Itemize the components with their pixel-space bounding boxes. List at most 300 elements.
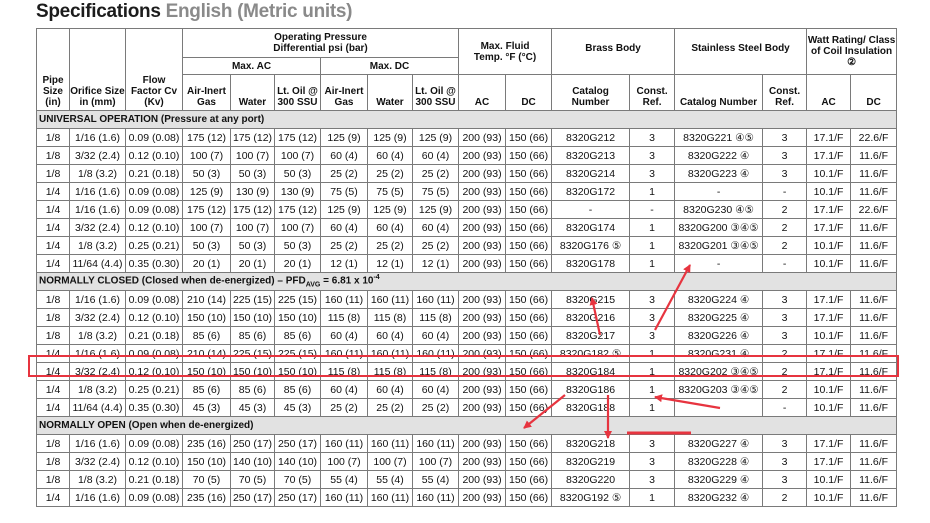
section-title-text: UNIVERSAL OPERATION (Pressure at any port): [39, 114, 265, 125]
cell-ac-oil: 100 (7): [275, 219, 321, 237]
cell-orifice-size: 11/64 (4.4): [70, 399, 126, 417]
cell-brass-const: 3: [630, 453, 675, 471]
header-ac-oil: Lt. Oil @ 300 SSU: [275, 75, 321, 111]
cell-flow-factor: 0.35 (0.30): [126, 399, 183, 417]
cell-dc-oil: 100 (7): [413, 453, 459, 471]
cell-ss-const: 3: [763, 471, 807, 489]
cell-ss-catalog: 8320G200 ③④⑤: [675, 219, 763, 237]
cell-ss-const: 3: [763, 165, 807, 183]
section-title: [37, 273, 897, 291]
cell-orifice-size: 1/8 (3.2): [70, 327, 126, 345]
cell-brass-catalog: 8320G218: [552, 435, 630, 453]
cell-dc-oil: 115 (8): [413, 309, 459, 327]
cell-ac-air: 235 (16): [183, 435, 231, 453]
header-operating-pressure: [183, 29, 459, 58]
cell-dc-oil: 160 (11): [413, 291, 459, 309]
cell-dc-oil: 125 (9): [413, 201, 459, 219]
cell-watt-dc: 11.6/F: [851, 219, 897, 237]
cell-brass-catalog: 8320G212: [552, 129, 630, 147]
cell-dc-air: 160 (11): [321, 291, 368, 309]
cell-flow-factor: 0.12 (0.10): [126, 453, 183, 471]
cell-dc-oil: 60 (4): [413, 219, 459, 237]
cell-watt-ac: 10.1/F: [807, 183, 851, 201]
cell-watt-dc: 11.6/F: [851, 381, 897, 399]
cell-temp-ac: 200 (93): [459, 489, 506, 507]
cell-watt-dc: 22.6/F: [851, 129, 897, 147]
cell-pipe-size: 1/8: [37, 471, 70, 489]
cell-dc-water: 55 (4): [368, 471, 413, 489]
cell-ss-const: -: [763, 183, 807, 201]
cell-brass-const: 1: [630, 363, 675, 381]
cell-flow-factor: 0.12 (0.10): [126, 147, 183, 165]
cell-ac-air: 125 (9): [183, 183, 231, 201]
cell-dc-water: 25 (2): [368, 399, 413, 417]
cell-watt-ac: 10.1/F: [807, 165, 851, 183]
header-temp-dc: DC: [506, 75, 552, 111]
cell-flow-factor: 0.25 (0.21): [126, 381, 183, 399]
title-main: Specifications: [36, 1, 161, 22]
cell-ss-const: 3: [763, 435, 807, 453]
header-temp-line1: Max. Fluid: [480, 40, 530, 52]
cell-dc-water: 115 (8): [368, 309, 413, 327]
cell-pipe-size: 1/8: [37, 165, 70, 183]
cell-dc-air: 55 (4): [321, 471, 368, 489]
cell-dc-air: 125 (9): [321, 201, 368, 219]
cell-orifice-size: 1/16 (1.6): [70, 435, 126, 453]
section-header: [37, 273, 897, 291]
cell-ss-catalog: 8320G225 ④: [675, 309, 763, 327]
cell-ss-const: -: [763, 255, 807, 273]
cell-watt-dc: 11.6/F: [851, 399, 897, 417]
cell-orifice-size: 1/8 (3.2): [70, 237, 126, 255]
header-max-ac: Max. AC: [183, 58, 321, 75]
cell-ac-air: 175 (12): [183, 129, 231, 147]
cell-watt-dc: 11.6/F: [851, 363, 897, 381]
cell-ac-air: 50 (3): [183, 237, 231, 255]
cell-dc-air: 115 (8): [321, 309, 368, 327]
cell-ac-air: 100 (7): [183, 147, 231, 165]
cell-watt-dc: 11.6/F: [851, 309, 897, 327]
cell-watt-dc: 22.6/F: [851, 201, 897, 219]
table-row: [37, 201, 897, 219]
table-row: [37, 165, 897, 183]
cell-pipe-size: 1/8: [37, 435, 70, 453]
cell-watt-ac: 10.1/F: [807, 327, 851, 345]
cell-watt-ac: 10.1/F: [807, 237, 851, 255]
cell-dc-water: 25 (2): [368, 165, 413, 183]
cell-pipe-size: 1/8: [37, 129, 70, 147]
cell-watt-ac: 17.1/F: [807, 219, 851, 237]
cell-temp-ac: 200 (93): [459, 435, 506, 453]
cell-watt-dc: 11.6/F: [851, 255, 897, 273]
cell-flow-factor: 0.12 (0.10): [126, 309, 183, 327]
cell-brass-catalog: 8320G214: [552, 165, 630, 183]
cell-ac-water: 225 (15): [231, 291, 275, 309]
cell-ss-catalog: 8320G229 ④: [675, 471, 763, 489]
cell-temp-dc: 150 (66): [506, 381, 552, 399]
cell-ac-oil: 85 (6): [275, 327, 321, 345]
table-row: [37, 183, 897, 201]
cell-brass-const: 3: [630, 291, 675, 309]
cell-ac-air: 210 (14): [183, 345, 231, 363]
cell-dc-oil: 55 (4): [413, 471, 459, 489]
cell-watt-ac: 17.1/F: [807, 345, 851, 363]
cell-orifice-size: 3/32 (2.4): [70, 363, 126, 381]
cell-ac-air: 85 (6): [183, 381, 231, 399]
cell-brass-const: 1: [630, 381, 675, 399]
cell-temp-dc: 150 (66): [506, 489, 552, 507]
cell-ac-oil: 150 (10): [275, 309, 321, 327]
cell-orifice-size: 3/32 (2.4): [70, 219, 126, 237]
cell-watt-dc: 11.6/F: [851, 471, 897, 489]
cell-brass-const: 1: [630, 183, 675, 201]
table-row: [37, 147, 897, 165]
cell-ac-air: 20 (1): [183, 255, 231, 273]
cell-watt-ac: 10.1/F: [807, 399, 851, 417]
table-row: [37, 345, 897, 363]
cell-ss-const: 2: [763, 345, 807, 363]
cell-flow-factor: 0.09 (0.08): [126, 129, 183, 147]
cell-watt-ac: 17.1/F: [807, 453, 851, 471]
cell-flow-factor: 0.21 (0.18): [126, 327, 183, 345]
cell-ac-water: 45 (3): [231, 399, 275, 417]
cell-ac-oil: 45 (3): [275, 399, 321, 417]
cell-brass-const: 1: [630, 255, 675, 273]
cell-ac-water: 100 (7): [231, 219, 275, 237]
cell-dc-air: 25 (2): [321, 399, 368, 417]
cell-ss-const: 3: [763, 129, 807, 147]
header-ac-air: Air-Inert Gas: [183, 75, 231, 111]
cell-brass-const: 3: [630, 309, 675, 327]
section-title-tail: = 6.81 x 10: [320, 275, 374, 287]
cell-ss-catalog: 8320G202 ③④⑤: [675, 363, 763, 381]
cell-brass-const: -: [630, 201, 675, 219]
cell-pipe-size: 1/8: [37, 453, 70, 471]
table-row: [37, 219, 897, 237]
cell-ss-catalog: 8320G201 ③④⑤: [675, 237, 763, 255]
cell-dc-air: 60 (4): [321, 219, 368, 237]
cell-flow-factor: 0.25 (0.21): [126, 237, 183, 255]
cell-temp-ac: 200 (93): [459, 381, 506, 399]
cell-ac-oil: 140 (10): [275, 453, 321, 471]
cell-ac-water: 130 (9): [231, 183, 275, 201]
header-stainless-body: Stainless Steel Body: [675, 29, 807, 75]
cell-pipe-size: 1/8: [37, 147, 70, 165]
cell-ac-oil: 175 (12): [275, 201, 321, 219]
cell-ac-oil: 50 (3): [275, 237, 321, 255]
table-row: [37, 237, 897, 255]
cell-brass-catalog: 8320G215: [552, 291, 630, 309]
cell-ss-catalog: 8320G226 ④: [675, 327, 763, 345]
cell-dc-oil: 75 (5): [413, 183, 459, 201]
cell-pipe-size: 1/4: [37, 363, 70, 381]
cell-ac-oil: 250 (17): [275, 489, 321, 507]
cell-dc-oil: 160 (11): [413, 435, 459, 453]
cell-pipe-size: 1/8: [37, 291, 70, 309]
cell-dc-air: 60 (4): [321, 147, 368, 165]
cell-orifice-size: 1/16 (1.6): [70, 201, 126, 219]
cell-temp-ac: 200 (93): [459, 453, 506, 471]
table-row: [37, 435, 897, 453]
cell-watt-ac: 10.1/F: [807, 255, 851, 273]
header-watt-ac: AC: [807, 75, 851, 111]
cell-temp-dc: 150 (66): [506, 345, 552, 363]
specifications-table: [36, 28, 897, 507]
cell-flow-factor: 0.12 (0.10): [126, 363, 183, 381]
cell-dc-oil: 60 (4): [413, 147, 459, 165]
cell-ss-const: 2: [763, 381, 807, 399]
table-row: [37, 363, 897, 381]
cell-brass-catalog: 8320G216: [552, 309, 630, 327]
header-brass-catalog: Catalog Number: [552, 75, 630, 111]
cell-watt-ac: 10.1/F: [807, 471, 851, 489]
cell-dc-oil: 12 (1): [413, 255, 459, 273]
header-ss-const: Const. Ref.: [763, 75, 807, 111]
cell-ac-air: 100 (7): [183, 219, 231, 237]
cell-dc-oil: 25 (2): [413, 399, 459, 417]
cell-dc-air: 25 (2): [321, 165, 368, 183]
cell-ss-catalog: 8320G231 ④: [675, 345, 763, 363]
cell-pipe-size: 1/4: [37, 201, 70, 219]
cell-ac-air: 70 (5): [183, 471, 231, 489]
cell-ac-oil: 130 (9): [275, 183, 321, 201]
cell-temp-dc: 150 (66): [506, 435, 552, 453]
cell-pipe-size: 1/4: [37, 255, 70, 273]
cell-flow-factor: 0.09 (0.08): [126, 435, 183, 453]
cell-dc-water: 12 (1): [368, 255, 413, 273]
cell-flow-factor: 0.09 (0.08): [126, 291, 183, 309]
cell-ss-catalog: 8320G221 ④⑤: [675, 129, 763, 147]
cell-temp-ac: 200 (93): [459, 345, 506, 363]
cell-flow-factor: 0.35 (0.30): [126, 255, 183, 273]
header-brass-const: Const. Ref.: [630, 75, 675, 111]
cell-ss-catalog: 8320G203 ③④⑤: [675, 381, 763, 399]
header-orifice-size: Orifice Size in (mm): [70, 29, 126, 111]
cell-ss-catalog: 8320G227 ④: [675, 435, 763, 453]
cell-ss-const: 3: [763, 147, 807, 165]
header-op-line1: Operating Pressure: [274, 32, 367, 43]
cell-pipe-size: 1/8: [37, 309, 70, 327]
cell-dc-air: 12 (1): [321, 255, 368, 273]
cell-brass-catalog: 8320G182 ⑤: [552, 345, 630, 363]
cell-ss-catalog: 8320G224 ④: [675, 291, 763, 309]
cell-ac-air: 85 (6): [183, 327, 231, 345]
cell-watt-dc: 11.6/F: [851, 291, 897, 309]
table-row: [37, 399, 897, 417]
cell-ac-oil: 250 (17): [275, 435, 321, 453]
table-row: [37, 471, 897, 489]
cell-dc-water: 60 (4): [368, 381, 413, 399]
cell-watt-ac: 17.1/F: [807, 147, 851, 165]
cell-orifice-size: 1/16 (1.6): [70, 183, 126, 201]
cell-watt-ac: 17.1/F: [807, 363, 851, 381]
cell-flow-factor: 0.09 (0.08): [126, 201, 183, 219]
header-dc-oil: Lt. Oil @ 300 SSU: [413, 75, 459, 111]
cell-temp-dc: 150 (66): [506, 291, 552, 309]
cell-dc-air: 125 (9): [321, 129, 368, 147]
cell-brass-const: 1: [630, 237, 675, 255]
header-dc-water: Water: [368, 75, 413, 111]
cell-brass-const: 3: [630, 435, 675, 453]
cell-ac-oil: 20 (1): [275, 255, 321, 273]
cell-dc-air: 100 (7): [321, 453, 368, 471]
cell-orifice-size: 3/32 (2.4): [70, 309, 126, 327]
section-header: [37, 417, 897, 435]
cell-ss-catalog: -: [675, 399, 763, 417]
header-watt-dc: DC: [851, 75, 897, 111]
cell-ac-air: 150 (10): [183, 363, 231, 381]
cell-orifice-size: 11/64 (4.4): [70, 255, 126, 273]
cell-watt-dc: 11.6/F: [851, 165, 897, 183]
header-max-dc: Max. DC: [321, 58, 459, 75]
cell-watt-dc: 11.6/F: [851, 489, 897, 507]
cell-temp-ac: 200 (93): [459, 201, 506, 219]
cell-ss-catalog: 8320G228 ④: [675, 453, 763, 471]
cell-watt-ac: 10.1/F: [807, 381, 851, 399]
cell-temp-ac: 200 (93): [459, 183, 506, 201]
cell-ac-water: 225 (15): [231, 345, 275, 363]
cell-dc-oil: 125 (9): [413, 129, 459, 147]
cell-watt-dc: 11.6/F: [851, 147, 897, 165]
cell-ss-catalog: 8320G222 ④: [675, 147, 763, 165]
cell-brass-const: 3: [630, 147, 675, 165]
section-title-sup: -4: [373, 274, 380, 282]
cell-watt-dc: 11.6/F: [851, 327, 897, 345]
cell-temp-dc: 150 (66): [506, 399, 552, 417]
cell-temp-ac: 200 (93): [459, 147, 506, 165]
cell-ss-catalog: 8320G223 ④: [675, 165, 763, 183]
cell-dc-oil: 115 (8): [413, 363, 459, 381]
cell-ss-catalog: -: [675, 183, 763, 201]
cell-ac-oil: 70 (5): [275, 471, 321, 489]
cell-ss-const: 3: [763, 309, 807, 327]
cell-flow-factor: 0.21 (0.18): [126, 471, 183, 489]
header-watt-rating: Watt Rating/ Class of Coil Insulation ②: [807, 29, 897, 75]
cell-brass-const: 3: [630, 471, 675, 489]
cell-ac-water: 175 (12): [231, 201, 275, 219]
cell-dc-water: 60 (4): [368, 147, 413, 165]
cell-orifice-size: 1/8 (3.2): [70, 471, 126, 489]
cell-ac-air: 50 (3): [183, 165, 231, 183]
cell-dc-water: 75 (5): [368, 183, 413, 201]
cell-watt-ac: 17.1/F: [807, 201, 851, 219]
cell-orifice-size: 1/16 (1.6): [70, 489, 126, 507]
cell-watt-dc: 11.6/F: [851, 345, 897, 363]
cell-ss-const: 2: [763, 363, 807, 381]
cell-dc-oil: 25 (2): [413, 237, 459, 255]
cell-flow-factor: 0.12 (0.10): [126, 219, 183, 237]
cell-ac-oil: 100 (7): [275, 147, 321, 165]
header-pipe-size: Pipe Size (in): [37, 29, 70, 111]
cell-pipe-size: 1/4: [37, 237, 70, 255]
cell-temp-ac: 200 (93): [459, 291, 506, 309]
cell-brass-catalog: 8320G220: [552, 471, 630, 489]
cell-dc-air: 160 (11): [321, 345, 368, 363]
cell-brass-catalog: -: [552, 201, 630, 219]
cell-temp-dc: 150 (66): [506, 327, 552, 345]
header-brass-body: Brass Body: [552, 29, 675, 75]
header-temp-line2: Temp. °F (°C): [473, 51, 537, 63]
cell-dc-air: 60 (4): [321, 327, 368, 345]
cell-dc-air: 160 (11): [321, 489, 368, 507]
cell-dc-air: 25 (2): [321, 237, 368, 255]
header-flow-factor: Flow Factor Cv (Kv): [126, 29, 183, 111]
cell-watt-dc: 11.6/F: [851, 435, 897, 453]
cell-brass-catalog: 8320G219: [552, 453, 630, 471]
cell-ss-catalog: 8320G232 ④: [675, 489, 763, 507]
cell-brass-const: 1: [630, 399, 675, 417]
cell-pipe-size: 1/4: [37, 381, 70, 399]
cell-orifice-size: 1/8 (3.2): [70, 165, 126, 183]
cell-dc-air: 160 (11): [321, 435, 368, 453]
cell-temp-dc: 150 (66): [506, 309, 552, 327]
cell-brass-catalog: 8320G172: [552, 183, 630, 201]
cell-brass-catalog: 8320G188: [552, 399, 630, 417]
cell-watt-ac: 17.1/F: [807, 435, 851, 453]
cell-ss-const: 2: [763, 237, 807, 255]
section-title: [37, 111, 897, 129]
cell-ss-const: 3: [763, 291, 807, 309]
cell-pipe-size: 1/4: [37, 489, 70, 507]
cell-watt-ac: 17.1/F: [807, 309, 851, 327]
cell-orifice-size: 1/16 (1.6): [70, 129, 126, 147]
cell-temp-dc: 150 (66): [506, 471, 552, 489]
cell-brass-catalog: 8320G176 ⑤: [552, 237, 630, 255]
cell-brass-catalog: 8320G192 ⑤: [552, 489, 630, 507]
cell-dc-oil: 160 (11): [413, 489, 459, 507]
cell-temp-dc: 150 (66): [506, 453, 552, 471]
cell-ac-water: 20 (1): [231, 255, 275, 273]
cell-temp-dc: 150 (66): [506, 129, 552, 147]
cell-ss-catalog: -: [675, 255, 763, 273]
cell-temp-ac: 200 (93): [459, 309, 506, 327]
cell-ac-water: 250 (17): [231, 489, 275, 507]
table-row: [37, 453, 897, 471]
cell-ac-water: 50 (3): [231, 237, 275, 255]
cell-dc-air: 60 (4): [321, 381, 368, 399]
table-row: [37, 327, 897, 345]
cell-temp-ac: 200 (93): [459, 129, 506, 147]
cell-watt-ac: 17.1/F: [807, 129, 851, 147]
table-row: [37, 255, 897, 273]
cell-temp-ac: 200 (93): [459, 255, 506, 273]
section-header: [37, 111, 897, 129]
cell-flow-factor: 0.21 (0.18): [126, 165, 183, 183]
cell-ac-oil: 175 (12): [275, 129, 321, 147]
title-sub: English (Metric units): [165, 1, 353, 22]
cell-ac-water: 85 (6): [231, 381, 275, 399]
cell-pipe-size: 1/4: [37, 219, 70, 237]
cell-ac-water: 85 (6): [231, 327, 275, 345]
cell-dc-oil: 60 (4): [413, 327, 459, 345]
cell-dc-water: 160 (11): [368, 345, 413, 363]
cell-brass-catalog: 8320G213: [552, 147, 630, 165]
cell-watt-ac: 10.1/F: [807, 489, 851, 507]
cell-brass-catalog: 8320G184: [552, 363, 630, 381]
cell-temp-ac: 200 (93): [459, 363, 506, 381]
cell-ac-oil: 50 (3): [275, 165, 321, 183]
cell-dc-water: 160 (11): [368, 435, 413, 453]
header-temp-ac: AC: [459, 75, 506, 111]
cell-temp-dc: 150 (66): [506, 219, 552, 237]
cell-ac-air: 210 (14): [183, 291, 231, 309]
cell-pipe-size: 1/4: [37, 345, 70, 363]
cell-brass-const: 1: [630, 219, 675, 237]
cell-orifice-size: 3/32 (2.4): [70, 147, 126, 165]
cell-ac-water: 150 (10): [231, 309, 275, 327]
cell-ac-oil: 225 (15): [275, 345, 321, 363]
cell-dc-water: 60 (4): [368, 219, 413, 237]
